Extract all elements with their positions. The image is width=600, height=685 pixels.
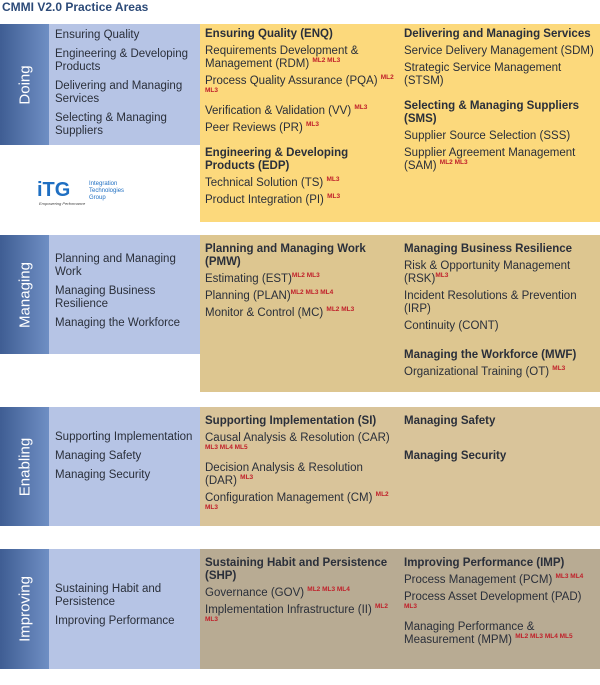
list-item: Supporting Implementation xyxy=(55,431,193,443)
maturity-level: ML2 ML3 ML4 ML5 xyxy=(515,633,573,641)
group-heading: Planning and Managing Work (PMW) xyxy=(205,243,366,268)
col2 xyxy=(404,28,594,173)
maturity-level: ML3 ML4 ML5 xyxy=(205,444,248,452)
list-managing xyxy=(49,235,200,354)
itg-logo xyxy=(37,176,157,206)
practice-area: Decision Analysis & Resolution (DAR) $^{ML3}$ xyxy=(205,462,363,487)
category-managing: Managing xyxy=(0,235,49,354)
practice-area: Implementation Infrastructure (II) $^{ML2 ML3}$ xyxy=(205,603,389,624)
maturity-level: ML2 ML3 xyxy=(205,491,389,512)
list-enabling xyxy=(49,407,200,526)
col2 xyxy=(404,557,594,647)
logo-line: Technologies xyxy=(89,188,125,194)
practice-area: Managing Performance & Measurement (MPM) $^{ML2 ML3 ML4 ML5}$ xyxy=(404,621,573,646)
group-heading: Managing Security xyxy=(404,450,507,462)
group-heading: Ensuring Quality (ENQ) xyxy=(205,28,333,40)
maturity-level: ML3 xyxy=(435,272,449,280)
practice-area: Organizational Training (OT) $^{ML3}$ xyxy=(404,365,566,378)
practice-area: Service Delivery Management (SDM) xyxy=(404,45,594,57)
maturity-level: ML2 ML3 xyxy=(291,272,320,280)
list-item: Managing Security xyxy=(55,469,151,481)
maturity-level: ML2 ML3 xyxy=(439,159,468,167)
col1 xyxy=(205,415,395,518)
maturity-level: ML2 ML3 ML4 xyxy=(290,289,334,297)
col1 xyxy=(205,557,395,630)
list-doing xyxy=(49,24,200,145)
maturity-level: ML3 xyxy=(327,193,341,201)
list-item: Managing Safety xyxy=(55,450,142,462)
list-item: Improving Performance xyxy=(55,615,175,627)
category-improving: Improving xyxy=(0,549,49,669)
panel-doing xyxy=(200,24,600,222)
list-item: Planning and Managing Work xyxy=(55,253,176,278)
practice-area: Strategic Service Management (STSM) xyxy=(404,62,562,87)
practice-area: Process Asset Development (PAD) $^{ML3}$ xyxy=(404,591,582,611)
logo-tagline: Empowering Performance xyxy=(39,201,86,206)
maturity-level: ML3 xyxy=(305,121,319,129)
logo-line: Group xyxy=(89,195,106,201)
group-heading: Managing the Workforce (MWF) xyxy=(404,349,577,361)
practice-area: Planning (PLAN)$^{ML2 ML3 ML4}$ xyxy=(205,289,334,302)
category-enabling: Enabling xyxy=(0,407,49,526)
panel-managing xyxy=(200,235,600,392)
panel-enabling xyxy=(200,407,600,526)
practice-area: Incident Resolutions & Prevention (IRP) xyxy=(404,290,577,315)
practice-area: Continuity (CONT) xyxy=(404,320,499,332)
logo-mark: iTG xyxy=(37,179,71,201)
list-item: Ensuring Quality xyxy=(55,29,140,41)
practice-area: Verification & Validation (VV) $^{ML3}$ xyxy=(205,104,368,117)
practice-area: Product Integration (PI) $^{ML3}$ xyxy=(205,193,341,206)
practice-area: Causal Analysis & Resolution (CAR) $^{ML3 ML4 ML5}$ xyxy=(205,432,390,452)
logo-line: Integration xyxy=(89,181,118,187)
group-heading: Engineering & Developing Products (EDP) xyxy=(205,147,349,172)
practice-area: Risk & Opportunity Management (RSK)$^{ML3}$ xyxy=(404,260,571,285)
group-heading: Managing Safety xyxy=(404,415,496,427)
group-heading: Improving Performance (IMP) xyxy=(404,557,565,569)
col1 xyxy=(205,243,395,320)
panel-improving xyxy=(200,549,600,669)
practice-area: Monitor & Control (MC) $^{ML2 ML3}$ xyxy=(205,306,355,319)
maturity-level: ML3 xyxy=(552,365,566,373)
list-item: Managing Business Resilience xyxy=(55,285,156,310)
list-item: Sustaining Habit and Persistence xyxy=(55,583,162,608)
practice-area: Configuration Management (CM) $^{ML2 ML3}$ xyxy=(205,491,389,512)
list-item: Selecting & Managing Suppliers xyxy=(55,112,167,137)
col2 xyxy=(404,243,594,379)
maturity-level: ML2 ML3 xyxy=(205,74,394,95)
page-title: CMMI V2.0 Practice Areas xyxy=(2,0,149,14)
practice-area: Technical Solution (TS) $^{ML3}$ xyxy=(205,176,340,189)
practice-area: Supplier Agreement Management (SAM) $^{ML2 ML3}$ xyxy=(404,147,576,172)
col2 xyxy=(404,415,594,463)
group-heading: Supporting Implementation (SI) xyxy=(205,415,377,427)
practice-area: Estimating (EST)$^{ML2 ML3}$ xyxy=(205,272,320,285)
col1 xyxy=(205,28,395,207)
maturity-level: ML3 ML4 xyxy=(555,573,584,581)
group-heading: Managing Business Resilience xyxy=(404,243,573,255)
maturity-level: ML3 xyxy=(404,603,417,611)
maturity-level: ML3 xyxy=(326,176,340,184)
maturity-level: ML2 ML3 ML4 xyxy=(307,586,350,594)
group-heading: Selecting & Managing Suppliers (SMS) xyxy=(404,100,580,125)
practice-area: Process Management (PCM) $^{ML3 ML4}$ xyxy=(404,573,584,586)
maturity-level: ML2 ML3 xyxy=(326,306,355,314)
category-doing: Doing xyxy=(0,24,49,145)
practice-area: Governance (GOV) $^{ML2 ML3 ML4}$ xyxy=(205,586,350,599)
maturity-level: ML3 xyxy=(354,104,368,112)
list-item: Delivering and Managing Services xyxy=(55,80,183,105)
practice-area: Process Quality Assurance (PQA) $^{ML2 ML3}$ xyxy=(205,74,394,95)
maturity-level: ML2 ML3 xyxy=(205,603,389,624)
practice-area: Requirements Development & Management (RDM) $^{ML2 ML3}$ xyxy=(205,45,359,70)
maturity-level: ML2 ML3 xyxy=(312,57,341,65)
group-heading: Delivering and Managing Services xyxy=(404,28,591,40)
list-improving xyxy=(49,549,200,669)
practice-area: Supplier Source Selection (SSS) xyxy=(404,130,571,142)
practice-area: Peer Reviews (PR) $^{ML3}$ xyxy=(205,121,319,134)
maturity-level: ML3 xyxy=(240,474,254,482)
list-item: Engineering & Developing Products xyxy=(55,48,188,73)
group-heading: Sustaining Habit and Persistence (SHP) xyxy=(205,557,388,582)
list-item: Managing the Workforce xyxy=(55,317,181,329)
